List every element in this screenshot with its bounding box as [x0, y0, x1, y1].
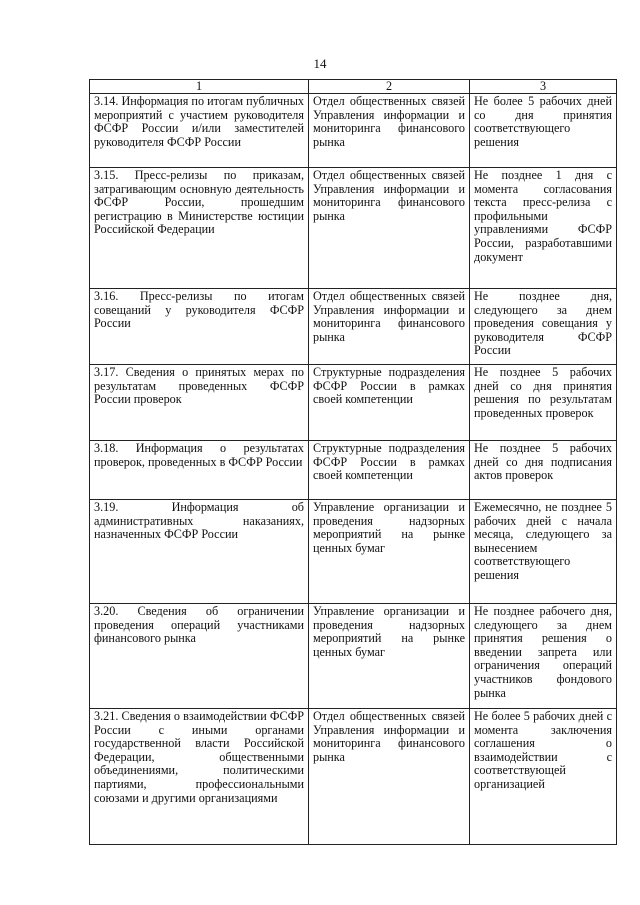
table-row: [90, 604, 617, 709]
table-row: [90, 168, 617, 289]
table-row: [90, 709, 617, 845]
page-number: 14: [313, 56, 327, 71]
table-row: [90, 365, 617, 441]
item-cell: 3.15. Пресс-релизы по приказам, затрагивающим основную деятельность ФСФР России, прошедшим регистрацию в Министерстве юстиции Российской Федерации: [90, 168, 309, 289]
column-header-1: 1: [90, 80, 309, 94]
item-cell: 3.20. Сведения об ограничении проведения операций участниками финансового рынка: [90, 604, 309, 709]
column-header-3: 3: [470, 80, 617, 94]
deadline-cell: Не позднее рабочего дня, следующего за днем принятия решения о введении запрета или ограничения операций участников фондового рынка: [470, 604, 617, 709]
item-cell: 3.16. Пресс-релизы по итогам совещаний у руководителя ФСФР России: [90, 289, 309, 365]
table-header-row: [90, 80, 617, 94]
deadline-cell: Не позднее 5 рабочих дней со дня подписания актов проверок: [470, 441, 617, 500]
deadline-cell: Не более 5 рабочих дней со дня принятия соответствующего решения: [470, 94, 617, 168]
deadline-cell: Не более 5 рабочих дней с момента заключения соглашения о взаимодействии с соответствующей организацией: [470, 709, 617, 845]
table-row: [90, 500, 617, 604]
table-row: [90, 441, 617, 500]
item-cell: 3.17. Сведения о принятых мерах по результатам проведенных ФСФР России проверок: [90, 365, 309, 441]
item-cell: 3.21. Сведения о взаимодействии ФСФР России с иными органами государственной власти Российской Федерации, общественными объединениями, политическими партиями, профессиональными союзами и другими организациями: [90, 709, 309, 845]
table-row: [90, 94, 617, 168]
deadline-cell: Ежемесячно, не позднее 5 рабочих дней с начала месяца, следующего за вынесением соответствующего решения: [470, 500, 617, 604]
responsible-cell: Структурные подразделения ФСФР России в рамках своей компетенции: [309, 441, 470, 500]
item-cell: 3.18. Информация о результатах проверок, проведенных в ФСФР России: [90, 441, 309, 500]
item-cell: 3.19. Информация об административных наказаниях, назначенных ФСФР России: [90, 500, 309, 604]
responsible-cell: Отдел общественных связей Управления информации и мониторинга финансового рынка: [309, 709, 470, 845]
table-row: [90, 289, 617, 365]
responsible-cell: Структурные подразделения ФСФР России в рамках своей компетенции: [309, 365, 470, 441]
deadline-cell: Не позднее 5 рабочих дней со дня принятия решения по результатам проведенных проверок: [470, 365, 617, 441]
disclosure-table: [89, 79, 617, 845]
deadline-cell: Не позднее дня, следующего за днем проведения совещания у руководителя ФСФР России: [470, 289, 617, 365]
responsible-cell: Управление организации и проведения надзорных мероприятий на рынке ценных бумаг: [309, 604, 470, 709]
column-header-2: 2: [309, 80, 470, 94]
responsible-cell: Отдел общественных связей Управления информации и мониторинга финансового рынка: [309, 168, 470, 289]
responsible-cell: Отдел общественных связей Управления информации и мониторинга финансового рынка: [309, 289, 470, 365]
deadline-cell: Не позднее 1 дня с момента согласования текста пресс-релиза с профильными управлениями ФСФР России, разработавшими документ: [470, 168, 617, 289]
item-cell: 3.14. Информация по итогам публичных мероприятий с участием руководителя ФСФР России и/или заместителей руководителя ФСФР России: [90, 94, 309, 168]
responsible-cell: Управление организации и проведения надзорных мероприятий на рынке ценных бумаг: [309, 500, 470, 604]
responsible-cell: Отдел общественных связей Управления информации и мониторинга финансового рынка: [309, 94, 470, 168]
